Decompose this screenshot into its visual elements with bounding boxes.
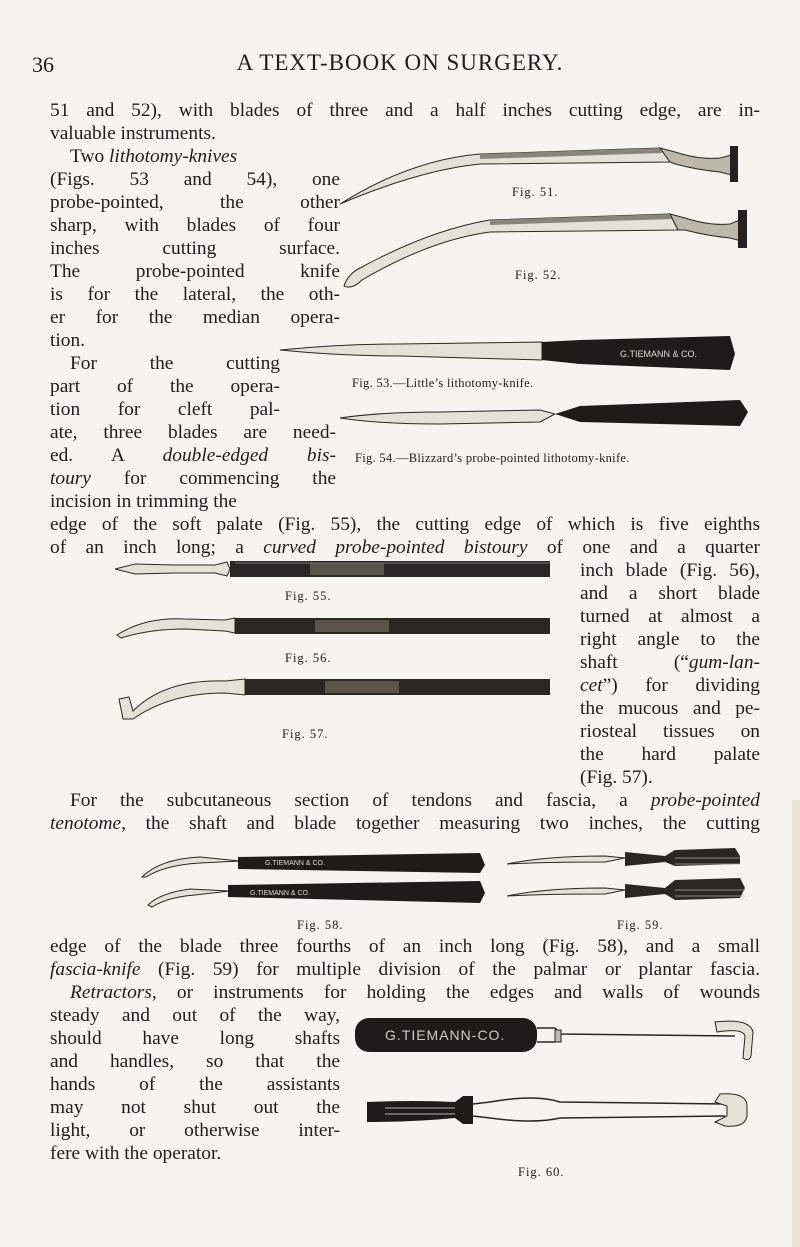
maker-mark: G.TIEMANN-CO.: [385, 1027, 506, 1043]
body-line: the hard palate: [580, 744, 760, 765]
maker-mark: G.TIEMANN & CO.: [250, 890, 310, 897]
body-line: Two lithotomy-knives: [70, 146, 238, 167]
body-line: The probe-pointed knife: [50, 261, 340, 282]
body-line: tenotome, the shaft and blade together measuring two inches, the cutting: [50, 813, 760, 834]
fig56-label: Fig. 56.: [285, 651, 332, 665]
page-number: 36: [32, 52, 54, 77]
body-line: riosteal tissues on: [580, 721, 760, 742]
maker-mark: G.TIEMANN & CO.: [265, 860, 325, 867]
page-edge-shadow: [792, 800, 800, 1247]
body-line: ate, three blades are need-: [50, 422, 336, 443]
body-line: valuable instruments.: [50, 123, 216, 144]
body-line: For the cutting: [70, 353, 280, 374]
body-line: Retractors, or instruments for holding the edges and walls of wounds: [70, 982, 760, 1003]
body-line: part of the opera-: [50, 376, 280, 397]
body-line: may not shut out the: [50, 1097, 340, 1118]
fig53-caption: Fig. 53.—Little’s lithotomy-knife.: [352, 376, 534, 390]
body-line: light, or otherwise inter-: [50, 1120, 340, 1141]
body-line: steady and out of the way,: [50, 1005, 340, 1026]
fig53-little-lithotomy-knife-illustration: [280, 336, 740, 376]
body-line: incision in trimming the: [50, 491, 237, 512]
body-line: cet”) for dividing: [580, 675, 760, 696]
body-line: (Fig. 57).: [580, 767, 653, 788]
body-line: edge of the blade three fourths of an inch long (Fig. 58), and a small: [50, 936, 760, 957]
body-line: ed. A double-edged bis-: [50, 445, 336, 466]
body-line: inches cutting surface.: [50, 238, 340, 259]
body-line: the mucous and pe-: [580, 698, 760, 719]
body-line: and a short blade: [580, 583, 760, 604]
body-line: is for the lateral, the oth-: [50, 284, 340, 305]
body-line: shaft (“gum-lan-: [580, 652, 760, 673]
body-line: tion for cleft pal-: [50, 399, 280, 420]
body-line: For the subcutaneous section of tendons and fascia, a probe-pointed: [70, 790, 760, 811]
fig54-blizzard-probe-pointed-knife-illustration: [340, 400, 750, 430]
body-line: should have long shafts: [50, 1028, 340, 1049]
body-line: (Figs. 53 and 54), one: [50, 169, 340, 190]
fig57-label: Fig. 57.: [282, 727, 329, 741]
body-line: er for the median opera-: [50, 307, 340, 328]
fig55-double-edged-bistoury-illustration: [115, 556, 555, 582]
body-line: inch blade (Fig. 56),: [580, 560, 760, 581]
body-line: of an inch long; a curved probe-pointed bistoury of one and a quarter: [50, 537, 760, 558]
maker-mark: G.TIEMANN & CO.: [620, 349, 698, 359]
body-line: 51 and 52), with blades of three and a half inches cutting edge, are in-: [50, 100, 760, 121]
body-line: edge of the soft palate (Fig. 55), the cutting edge of which is five eighths: [50, 514, 760, 535]
fig59-fascia-knife-illustration: [505, 850, 750, 910]
fig52-label: Fig. 52.: [515, 268, 562, 282]
body-line: turned at almost a: [580, 606, 760, 627]
body-line: tion.: [50, 330, 86, 351]
fig55-label: Fig. 55.: [285, 589, 332, 603]
body-line: right angle to the: [580, 629, 760, 650]
body-line: probe-pointed, the other: [50, 192, 340, 213]
fig60-label: Fig. 60.: [518, 1165, 565, 1179]
fig51-label: Fig. 51.: [512, 185, 559, 199]
fig58-label: Fig. 58.: [297, 918, 344, 932]
body-line: hands of the assistants: [50, 1074, 340, 1095]
body-line: toury for commencing the: [50, 468, 336, 489]
body-line: fascia-knife (Fig. 59) for multiple division of the palmar or plantar fascia.: [50, 959, 760, 980]
body-line: and handles, so that the: [50, 1051, 340, 1072]
fig57-gum-lancet-illustration: [115, 669, 555, 724]
body-line: fere with the operator.: [50, 1143, 222, 1164]
fig56-curved-bistoury-illustration: [115, 613, 555, 641]
running-header: A TEXT-BOOK ON SURGERY.: [236, 50, 564, 75]
fig59-label: Fig. 59.: [617, 918, 664, 932]
fig60-retractors-illustration: [355, 1012, 755, 1152]
fig58-tenotome-illustration: [140, 855, 500, 915]
body-line: sharp, with blades of four: [50, 215, 340, 236]
fig54-caption: Fig. 54.—Blizzard’s probe-pointed lithotomy-knife.: [355, 451, 630, 465]
